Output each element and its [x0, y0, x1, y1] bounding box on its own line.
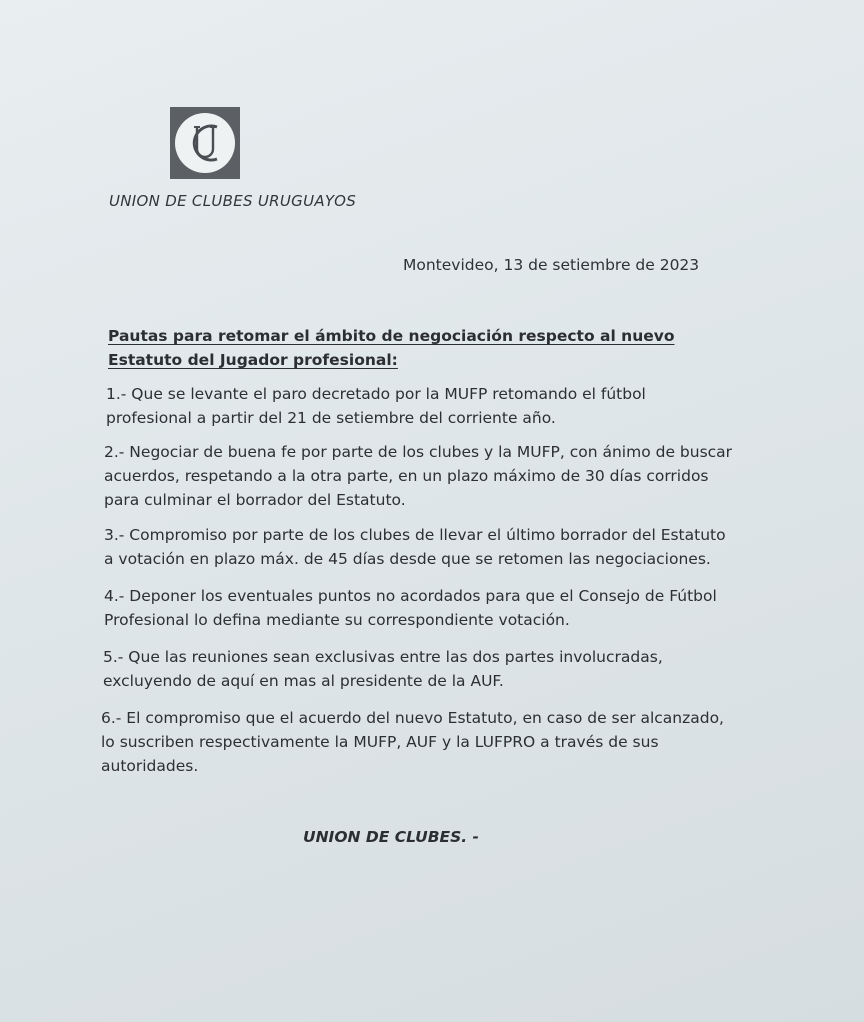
ucu-monogram-logo-icon	[170, 107, 240, 179]
item-line: 6.- El compromiso que el acuerdo del nuevo Estatuto, en caso de ser alcanzado,	[101, 709, 724, 727]
item-line: 3.- Compromiso por parte de los clubes de llevar el último borrador del Estatuto	[104, 526, 726, 544]
item-line: Profesional lo defina mediante su correspondiente votación.	[104, 611, 570, 629]
item-line: 5.- Que las reuniones sean exclusivas entre las dos partes involucradas,	[103, 648, 663, 666]
item-line: acuerdos, respetando a la otra parte, en un plazo máximo de 30 días corridos	[104, 467, 709, 485]
document-heading: Pautas para retomar el ámbito de negociación respecto al nuevo Estatuto del Jugador profesional:	[108, 327, 675, 369]
document-date: Montevideo, 13 de setiembre de 2023	[403, 256, 700, 274]
item-line: lo suscriben respectivamente la MUFP, AUF y la LUFPRO a través de sus	[101, 733, 659, 751]
item-line: autoridades.	[101, 757, 199, 775]
list-item-5	[103, 645, 663, 693]
item-line: 4.- Deponer los eventuales puntos no acordados para que el Consejo de Fútbol	[104, 587, 717, 605]
item-line: profesional a partir del 21 de setiembre del corriente año.	[106, 409, 556, 427]
organization-name: UNION DE CLUBES URUGUAYOS	[109, 192, 357, 210]
list-item-6	[101, 706, 724, 778]
list-item-4	[104, 584, 717, 632]
item-line: para culminar el borrador del Estatuto.	[104, 491, 406, 509]
list-item-3	[104, 523, 726, 571]
signature: UNION DE CLUBES. -	[303, 828, 479, 846]
item-line: excluyendo de aquí en mas al presidente de la AUF.	[103, 672, 504, 690]
list-item-2	[104, 440, 732, 512]
list-item-1	[106, 382, 646, 430]
item-line: 2.- Negociar de buena fe por parte de los clubes y la MUFP, con ánimo de buscar	[104, 443, 733, 461]
item-line: a votación en plazo máx. de 45 días desde que se retomen las negociaciones.	[104, 550, 711, 568]
item-line: 1.- Que se levante el paro decretado por la MUFP retomando el fútbol	[106, 385, 646, 403]
